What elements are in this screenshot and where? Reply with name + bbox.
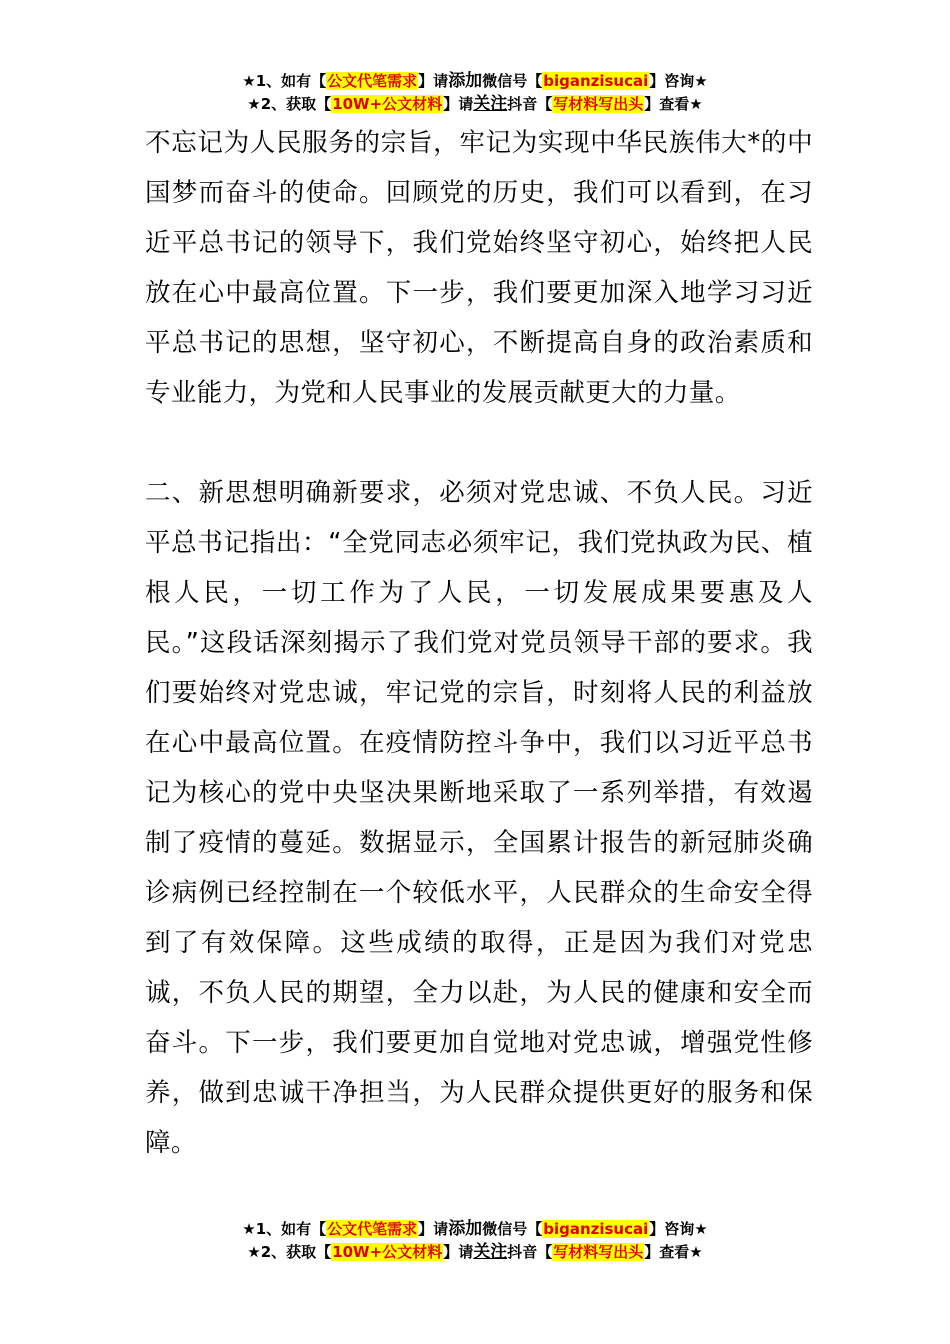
banner-text: ★2、获取【: [247, 95, 332, 113]
paragraph-2: 二、新思想明确新要求，必须对党忠诚、不负人民。习近平总书记指出：“全党同志必须牢记，我们党执政为民、植根人民，一切工作为了人民，一切发展成果要惠及人民。”这段话深刻揭示了我们党对党员领导干部的要求。我们要始终对党忠诚，牢记党的宗旨，时刻将人民的利益放在心中最高位置。在疫情防控斗争中，我们以习近平总书记为核心的党中央坚决果断地采取了一系列举措，有效遏制了疫情的蔓延。数据显示，全国累计报告的新冠肺炎确诊病例已经控制在一个较低水平，人民群众的生命安全得到了有效保障。这些成绩的取得，正是因为我们对党忠诚，不负人民的期望，全力以赴，为人民的健康和安全而奋斗。下一步，我们要更加自觉地对党忠诚，增强党性修养，做到忠诚干净担当，为人民群众提供更好的服务和保障。: [145, 478, 813, 1158]
banner-line-1: [0, 1218, 950, 1241]
banner-text: ★1、如有【: [242, 1220, 327, 1238]
banner-text: 】咨询★: [649, 1220, 708, 1238]
banner-highlight-materials: 10W+公文材料: [332, 1243, 443, 1261]
banner-highlight-service: 公文代笔需求: [327, 1220, 418, 1238]
banner-highlight-wechat: biganzisucai: [543, 1220, 649, 1238]
banner-highlight-service: 公文代笔需求: [327, 72, 418, 90]
banner-text: 抖音【: [507, 1243, 553, 1261]
banner-emphasis: 关注: [473, 1242, 508, 1262]
banner-text: ★2、获取【: [247, 1243, 332, 1261]
banner-emphasis: 关注: [473, 94, 508, 114]
banner-emphasis: 添加: [448, 1219, 483, 1239]
banner-text: 】咨询★: [649, 72, 708, 90]
paragraph-spacer: [145, 418, 813, 468]
banner-highlight-wechat: biganzisucai: [543, 72, 649, 90]
footer-banner: [0, 1218, 950, 1264]
banner-text: 】查看★: [644, 1243, 703, 1261]
document-body: [145, 118, 813, 1168]
banner-line-2: [0, 1241, 950, 1264]
banner-text: 】请: [418, 72, 449, 90]
banner-line-2: [0, 93, 950, 116]
banner-text: 微信号【: [482, 72, 543, 90]
banner-text: 】请: [443, 95, 474, 113]
banner-text: 抖音【: [507, 95, 553, 113]
banner-emphasis: 添加: [448, 71, 483, 91]
banner-line-1: [0, 70, 950, 93]
header-banner: [0, 70, 950, 116]
banner-highlight-douyin: 写材料写出头: [553, 1243, 644, 1261]
banner-text: 】查看★: [644, 95, 703, 113]
banner-highlight-douyin: 写材料写出头: [553, 95, 644, 113]
paragraph-1: 不忘记为人民服务的宗旨，牢记为实现中华民族伟大*的中国梦而奋斗的使命。回顾党的历史，我们可以看到，在习近平总书记的领导下，我们党始终坚守初心，始终把人民放在心中最高位置。下一步，我们要更加深入地学习习近平总书记的思想，坚守初心，不断提高自身的政治素质和专业能力，为党和人民事业的发展贡献更大的力量。: [145, 128, 813, 408]
banner-highlight-materials: 10W+公文材料: [332, 95, 443, 113]
banner-text: 微信号【: [482, 1220, 543, 1238]
banner-text: ★1、如有【: [242, 72, 327, 90]
banner-text: 】请: [418, 1220, 449, 1238]
banner-text: 】请: [443, 1243, 474, 1261]
